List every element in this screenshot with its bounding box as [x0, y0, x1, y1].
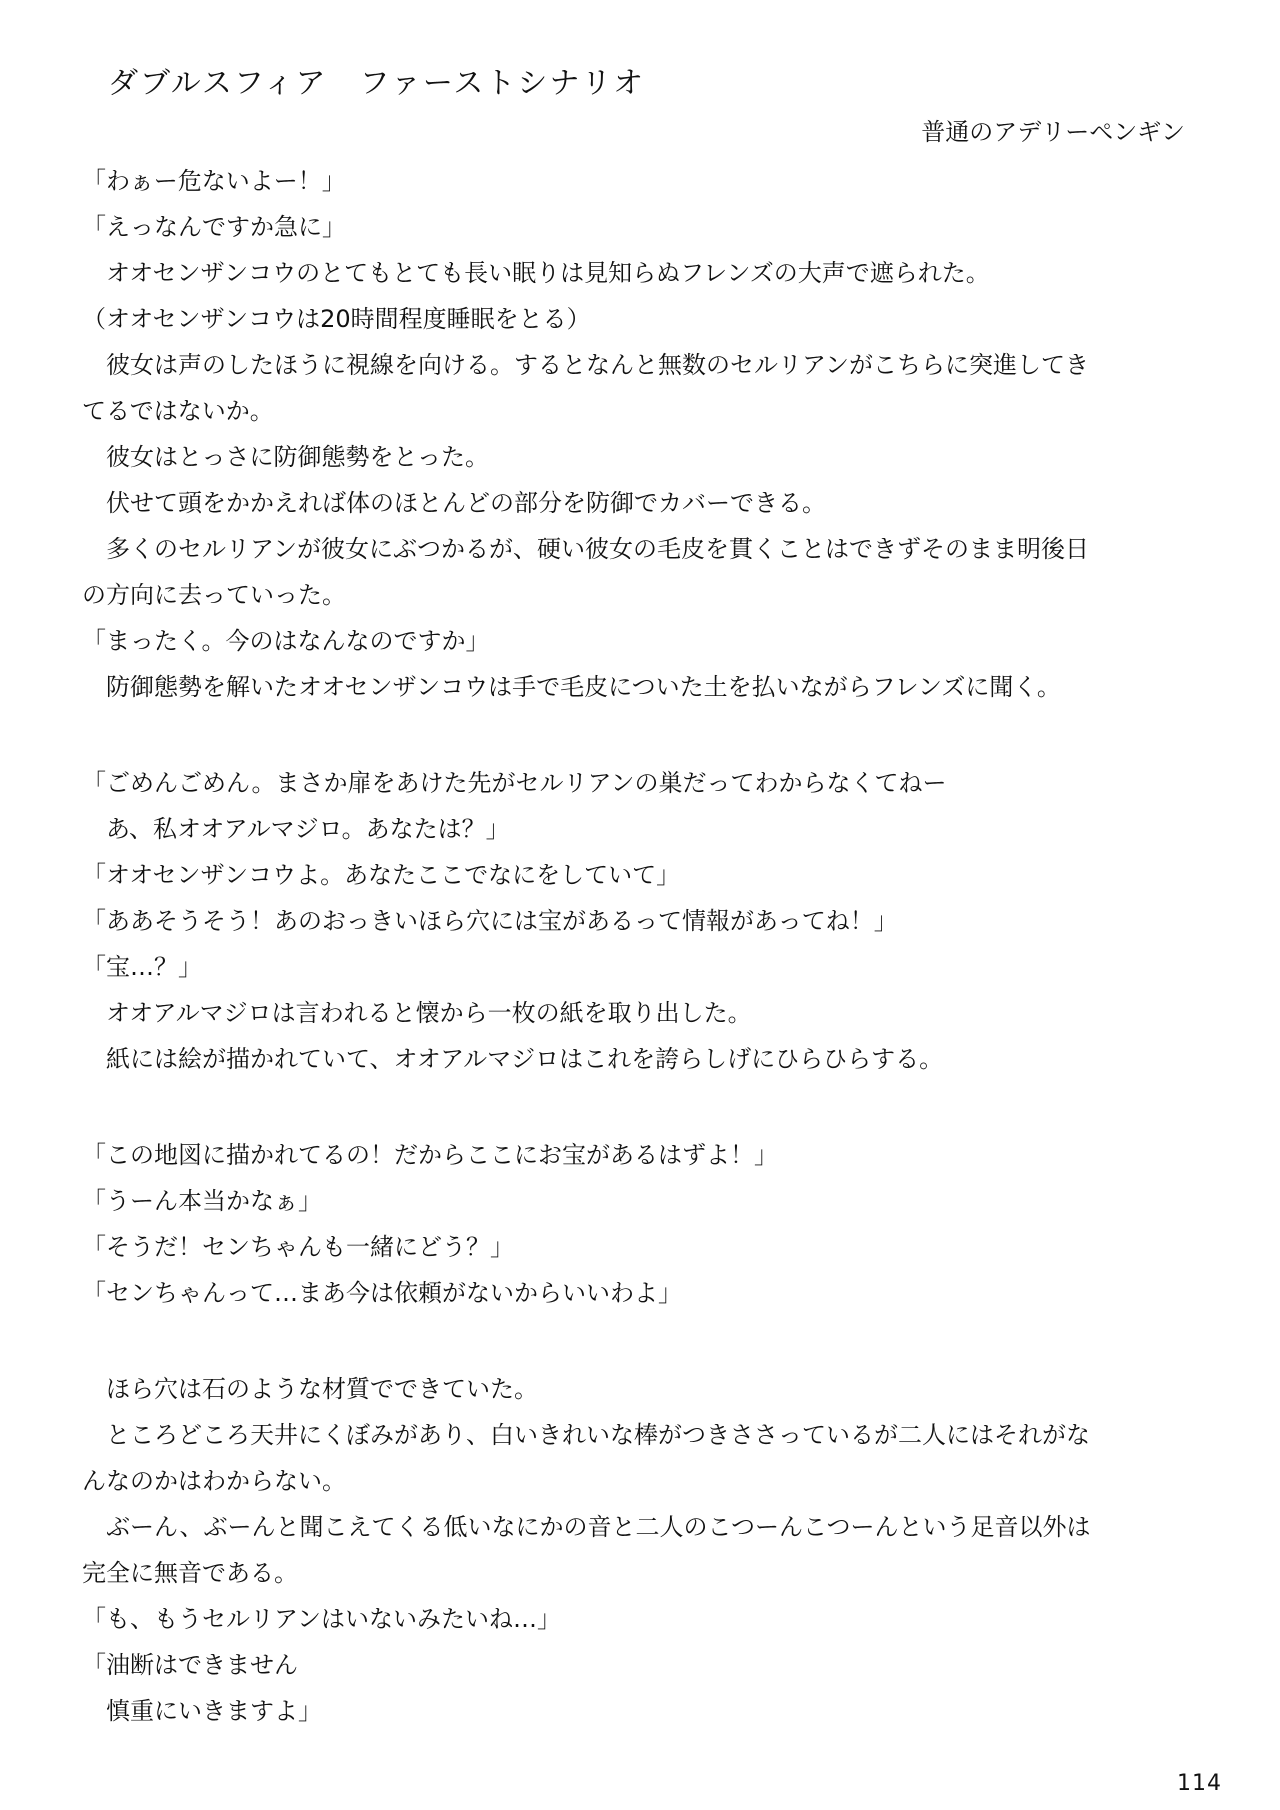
text-line: 「も、もうセルリアンはいないみたいね…」: [82, 1605, 562, 1633]
text-line: 伏せて頭をかかえれば体のほとんどの部分を防御でカバーできる。: [82, 489, 826, 517]
text-line: （オオセンザンコウは20時間程度睡眠をとる）: [82, 305, 591, 333]
text-line: んなのかはわからない。: [82, 1467, 346, 1495]
text-line: 「そうだ！センちゃんも一緒にどう？」: [82, 1233, 514, 1261]
text-line: の方向に去っていった。: [82, 581, 346, 609]
text-line: 完全に無音である。: [82, 1559, 298, 1587]
text-line: 防御態勢を解いたオオセンザンコウは手で毛皮についた土を払いながらフレンズに聞く。: [82, 673, 1061, 701]
text-line: ぶーん、ぶーんと聞こえてくる低いなにかの音と二人のこつーんこつーんという足音以外は: [82, 1513, 1091, 1541]
text-line: 「うーん本当かなぁ」: [82, 1187, 322, 1215]
text-line: あ、私オオアルマジロ。あなたは？」: [82, 815, 510, 843]
text-line: 「わぁー危ないよー！」: [82, 167, 346, 195]
text-line: 「えっなんですか急に」: [82, 213, 346, 241]
text-line: 多くのセルリアンが彼女にぶつかるが、硬い彼女の毛皮を貫くことはできずそのまま明後日: [82, 535, 1090, 563]
body-text: [82, 158, 1192, 1734]
text-line: 「この地図に描かれてるの！だからここにお宝があるはずよ！」: [82, 1141, 778, 1169]
text-line: てるではないか。: [82, 397, 274, 425]
text-line: 「ごめんごめん。まさか扉をあけた先がセルリアンの巣だってわからなくてねー: [82, 769, 947, 797]
text-line: 「油断はできません: [82, 1651, 298, 1679]
blank-line: [82, 1082, 1192, 1132]
text-line: 「ああそうそう！あのおっきいほら穴には宝があるって情報があってね！」: [82, 907, 898, 935]
blank-line: [82, 710, 1192, 760]
text-line: オオセンザンコウのとてもとても長い眠りは見知らぬフレンズの大声で遮られた。: [82, 259, 990, 287]
text-line: 「センちゃんって…まあ今は依頼がないからいいわよ」: [82, 1279, 682, 1307]
text-line: 「宝…？」: [82, 953, 202, 981]
page-number: 114: [1177, 1771, 1222, 1796]
blank-line: [82, 1316, 1192, 1366]
text-line: 「オオセンザンコウよ。あなたここでなにをしていて」: [82, 861, 681, 889]
document-title: ダブルスフィア ファーストシナリオ: [108, 66, 646, 101]
author-name: 普通のアデリーペンギン: [921, 118, 1185, 146]
text-line: ところどころ天井にくぼみがあり、白いきれいな棒がつきささっているが二人にはそれがな: [82, 1421, 1090, 1449]
text-line: ほら穴は石のような材質でできていた。: [82, 1375, 538, 1403]
text-line: 慎重にいきますよ」: [82, 1697, 322, 1725]
text-line: 紙には絵が描かれていて、オオアルマジロはこれを誇らしげにひらひらする。: [82, 1045, 944, 1073]
text-line: 「まったく。今のはなんなのですか」: [82, 627, 490, 655]
text-line: 彼女はとっさに防御態勢をとった。: [82, 443, 490, 471]
text-line: オオアルマジロは言われると懐から一枚の紙を取り出した。: [82, 999, 752, 1027]
text-line: 彼女は声のしたほうに視線を向ける。するとなんと無数のセルリアンがこちらに突進してき: [82, 351, 1090, 379]
